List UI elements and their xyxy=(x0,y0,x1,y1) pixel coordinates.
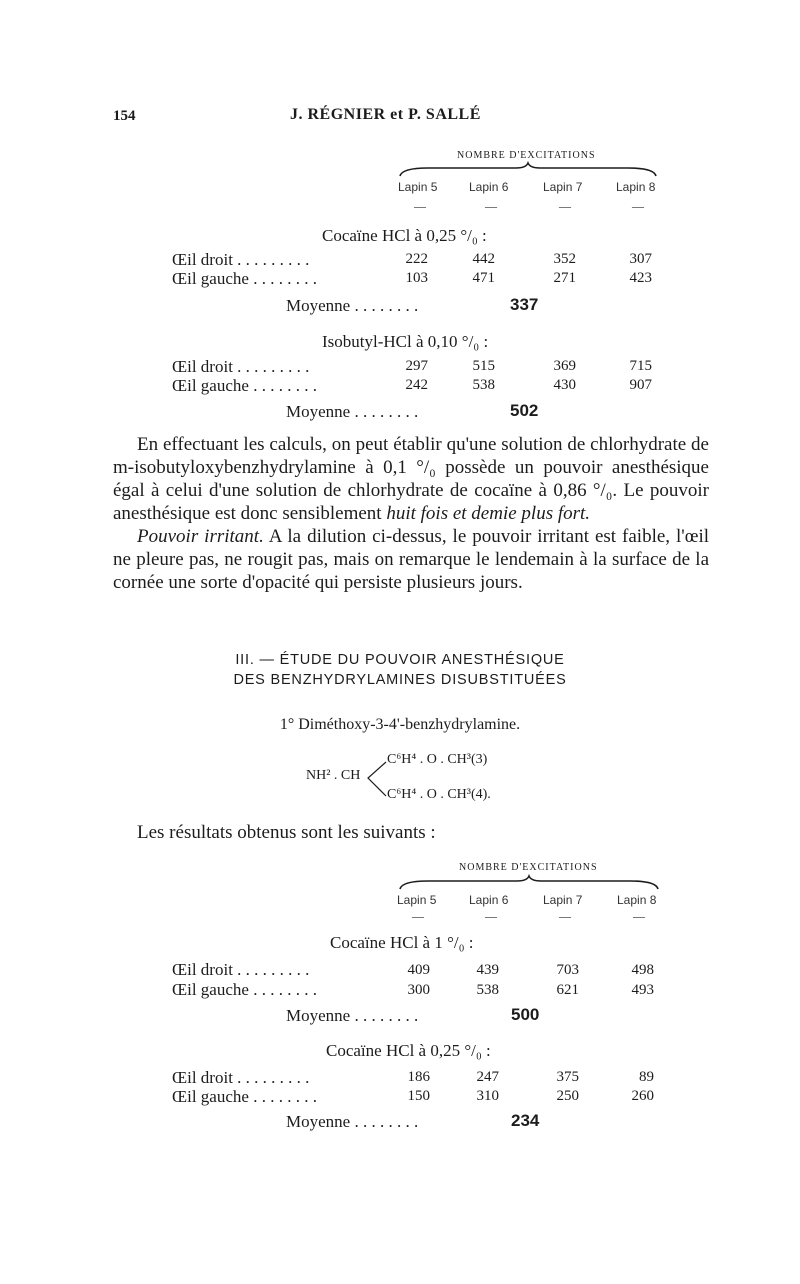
table-1-brace xyxy=(398,163,658,177)
table-1-dash: — xyxy=(632,199,644,213)
paragraph-irritant-power xyxy=(113,525,709,594)
cell-value: 260 xyxy=(631,1088,654,1104)
row-label: Œil gauche . . . . . . . . xyxy=(172,376,317,395)
cell-value: 307 xyxy=(629,251,652,267)
cell-value: 250 xyxy=(556,1088,579,1104)
cell-value: 907 xyxy=(629,377,652,393)
cell-value: 297 xyxy=(405,358,428,374)
average-label: Moyenne . . . . . . . . xyxy=(286,402,419,421)
table-2-dash: — xyxy=(485,909,497,923)
row-label: Œil droit . . . . . . . . . xyxy=(172,250,310,269)
average-value: 337 xyxy=(510,295,539,314)
average-label: Moyenne . . . . . . . . xyxy=(286,296,419,315)
cell-value: 103 xyxy=(405,270,428,286)
table-1-col-lapin5: Lapin 5 xyxy=(398,180,438,194)
paragraph-2-text: A la dilution ci-dessus, le pouvoir irritant est faible, l'œil ne pleure pas, ne rougit pas, mais on remarque le lendemain à la surface de la cornée une sorte d'opacité qui persiste plusieurs jours. xyxy=(113,526,709,593)
average-value: 502 xyxy=(510,401,539,420)
average-value: 234 xyxy=(511,1111,540,1130)
cell-value: 300 xyxy=(407,982,430,998)
formula-top: C⁶H⁴ . O . CH³(3) xyxy=(387,752,488,767)
average-label: Moyenne . . . . . . . . xyxy=(286,1006,419,1025)
table-1-header: NOMBRE D'EXCITATIONS xyxy=(457,150,596,161)
table-2-dash: — xyxy=(559,909,571,923)
cell-value: 369 xyxy=(553,358,576,374)
table-2-col-lapin5: Lapin 5 xyxy=(397,893,437,907)
row-label: Œil droit . . . . . . . . . xyxy=(172,960,310,979)
cell-value: 242 xyxy=(405,377,428,393)
cell-value: 222 xyxy=(405,251,428,267)
formula-left: NH² . CH xyxy=(306,768,361,783)
average-value: 500 xyxy=(511,1005,540,1024)
paragraph-1-text: En effectuant les calculs, on peut établir qu'une solution de chlorhydrate de m-isobutyloxybenzhydrylamine à 0,1 °/₀ possède un pouvoir anesthésique égal à celui d'une solution de chlorhydrate de cocaïne à 0,86 °/₀. Le pouvoir anesthésique est donc sensiblement xyxy=(113,434,709,524)
cell-value: 493 xyxy=(631,982,654,998)
cell-value: 247 xyxy=(476,1069,499,1085)
running-head: J. RÉGNIER et P. SALLÉ xyxy=(290,106,481,123)
cell-value: 621 xyxy=(556,982,579,998)
cell-value: 471 xyxy=(472,270,495,286)
table-2-brace xyxy=(398,876,660,890)
cell-value: 409 xyxy=(407,962,430,978)
cell-value: 375 xyxy=(556,1069,579,1085)
table-1-dash: — xyxy=(485,199,497,213)
cell-value: 538 xyxy=(472,377,495,393)
cell-value: 538 xyxy=(476,982,499,998)
row-label: Œil droit . . . . . . . . . xyxy=(172,1068,310,1087)
body-text xyxy=(113,433,709,594)
cell-value: 150 xyxy=(407,1088,430,1104)
table-1-dash: — xyxy=(559,199,571,213)
cell-value: 442 xyxy=(472,251,495,267)
cell-value: 430 xyxy=(553,377,576,393)
formula-bottom: C⁶H⁴ . O . CH³(4). xyxy=(387,787,491,802)
cell-value: 439 xyxy=(476,962,499,978)
cell-value: 423 xyxy=(629,270,652,286)
cell-value: 352 xyxy=(553,251,576,267)
paragraph-anesthetic-power xyxy=(113,433,709,525)
cell-value: 271 xyxy=(553,270,576,286)
row-label: Œil gauche . . . . . . . . xyxy=(172,980,317,999)
paragraph-1-italic: huit fois et demie plus fort. xyxy=(386,503,591,524)
cell-value: 498 xyxy=(631,962,654,978)
section-title-line-1: III. — ÉTUDE DU POUVOIR ANESTHÉSIQUE xyxy=(235,652,565,668)
table-2-condition: Cocaïne HCl à 1 °/₀ : xyxy=(330,933,474,952)
section-title-line-2: DES BENZHYDRYLAMINES DISUBSTITUÉES xyxy=(233,672,567,688)
table-1-col-lapin8: Lapin 8 xyxy=(616,180,656,194)
table-1-col-lapin6: Lapin 6 xyxy=(469,180,509,194)
table-2-dash: — xyxy=(633,909,645,923)
page-number: 154 xyxy=(113,108,136,124)
cell-value: 186 xyxy=(407,1069,430,1085)
table-1-dash: — xyxy=(414,199,426,213)
cell-value: 310 xyxy=(476,1088,499,1104)
table-1-condition: Isobutyl-HCl à 0,10 °/₀ : xyxy=(322,332,489,351)
table-2-header: NOMBRE D'EXCITATIONS xyxy=(459,862,598,873)
cell-value: 715 xyxy=(629,358,652,374)
cell-value: 515 xyxy=(472,358,495,374)
table-2-condition: Cocaïne HCl à 0,25 °/₀ : xyxy=(326,1041,491,1060)
table-2-col-lapin7: Lapin 7 xyxy=(543,893,583,907)
subsection-title: 1° Diméthoxy-3-4'-benzhydrylamine. xyxy=(279,716,521,733)
results-intro: Les résultats obtenus sont les suivants : xyxy=(137,822,436,843)
formula-branch xyxy=(366,760,388,800)
cell-value: 703 xyxy=(556,962,579,978)
paragraph-2-italic: Pouvoir irritant. xyxy=(137,526,264,547)
row-label: Œil gauche . . . . . . . . xyxy=(172,269,317,288)
table-2-dash: — xyxy=(412,909,424,923)
row-label: Œil droit . . . . . . . . . xyxy=(172,357,310,376)
table-1-col-lapin7: Lapin 7 xyxy=(543,180,583,194)
table-2-col-lapin6: Lapin 6 xyxy=(469,893,509,907)
cell-value: 89 xyxy=(639,1069,654,1085)
row-label: Œil gauche . . . . . . . . xyxy=(172,1087,317,1106)
table-1-condition: Cocaïne HCl à 0,25 °/₀ : xyxy=(322,226,487,245)
average-label: Moyenne . . . . . . . . xyxy=(286,1112,419,1131)
table-2-col-lapin8: Lapin 8 xyxy=(617,893,657,907)
